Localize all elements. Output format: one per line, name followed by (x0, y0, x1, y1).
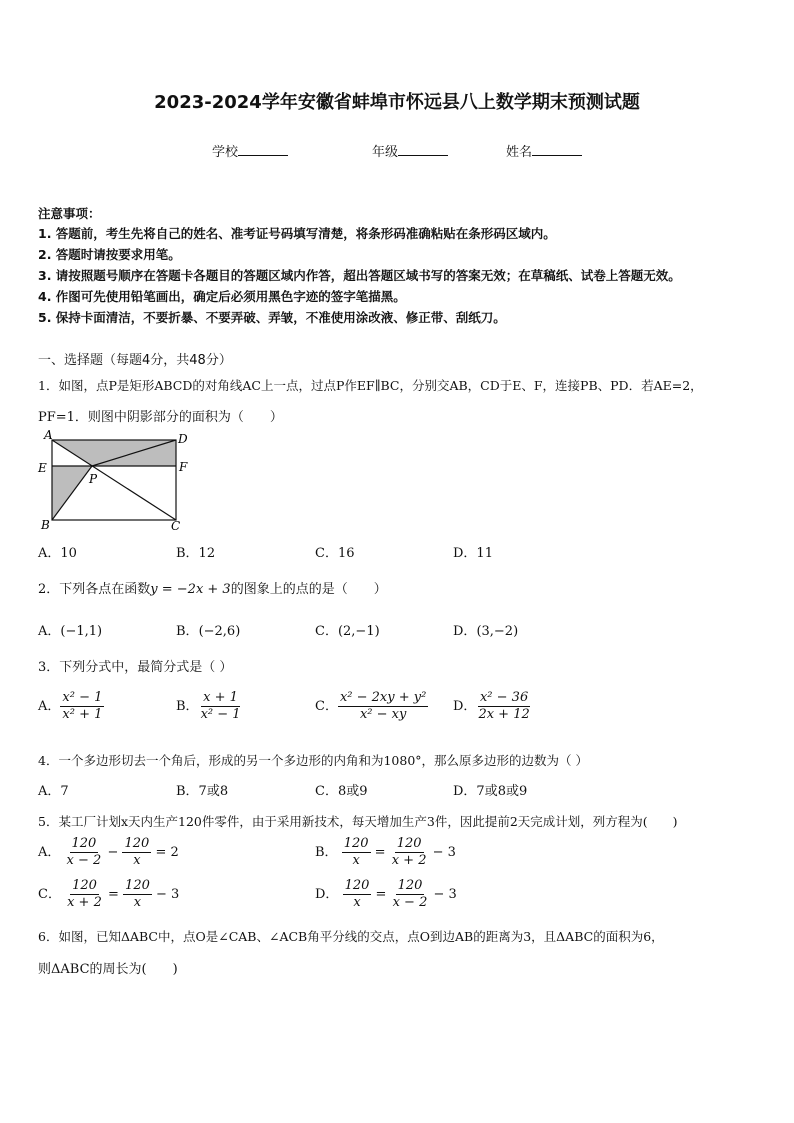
label-e: E (38, 461, 47, 475)
q2-stem-pre: 2．下列各点在函数 (38, 582, 151, 597)
q6-stem-line1: 6．如图，已知ΔABC中，点O是∠CAB、∠ACB角平分线的交点，点O到边AB的距离为3，且ΔABC的面积为6， (38, 929, 664, 944)
q4-option-a[interactable]: A．7 (38, 784, 69, 799)
shaded-triangle-top (52, 440, 176, 466)
q3-stem: 3．下列分式中，最简分式是（ ） (38, 660, 233, 675)
q3-option-d[interactable]: D． $\frac{\text{x² − 36}}{2x + 12}$ (453, 690, 530, 722)
section-heading: 一、选择题（每题4分，共48分） (38, 353, 232, 368)
q1-option-c[interactable]: C．16 (315, 546, 355, 561)
q5-option-b[interactable]: B． $\frac{120}{x}$ = $\frac{120}{x + 2}$ − 3 (315, 836, 456, 868)
q4-option-b[interactable]: B．7或8 (176, 784, 229, 799)
q5-option-a[interactable]: A． $\frac{120}{x - 2}$ − $\frac{120}{x}$ = 2 (38, 836, 179, 868)
q2-stem-post: 的图象上的点的是（ ） (230, 582, 387, 597)
q1-option-b[interactable]: B．12 (176, 546, 216, 561)
q5-option-c[interactable]: C． $\frac{120}{x + 2}$ = $\frac{120}{x}$ − 3 (38, 878, 180, 910)
q1-stem-line1: 1．如图，点P是矩形ABCD的对角线AC上一点，过点P作EF∥BC，分别交AB，CD于E、F，连接PB、PD．若AE=2， (38, 378, 703, 393)
label-a: A (44, 430, 53, 442)
label-f: F (179, 460, 188, 474)
q5-stem: 5．某工厂计划x天内生产120件零件，由于采用新技术，每天增加生产3件，因此提前2天完成计划，列方程为( ) (38, 814, 678, 829)
q2-option-c[interactable]: C．(2,−1) (315, 624, 380, 639)
name-field[interactable] (506, 141, 582, 160)
page-title: 2023-2024学年安徽省蚌埠市怀远县八上数学期末预测试题 (154, 92, 640, 113)
school-label: 学校 (212, 145, 239, 160)
q5-option-d[interactable]: D． $\frac{120}{x}$ = $\frac{120}{x - 2}$ − 3 (315, 878, 457, 910)
q2-stem (38, 578, 387, 597)
grade-field[interactable] (372, 141, 448, 160)
q1-option-a[interactable]: A．10 (38, 546, 77, 561)
notice-heading: 注意事项： (38, 206, 101, 221)
notice-item: 3. 请按照题号顺序在答题卡各题目的答题区域内作答，超出答题区域书写的答案无效；在草稿纸、试卷上答题无效。 (38, 268, 681, 283)
grade-label: 年级 (372, 145, 399, 160)
label-d: D (178, 432, 188, 446)
q1-figure (34, 430, 194, 532)
q2-option-b[interactable]: B．(−2,6) (176, 624, 241, 639)
q6-stem-line2: 则ΔABC的周长为( ) (38, 962, 178, 977)
q3-option-c[interactable]: C． $\frac{\text{x² − 2xy + y²}}{\text{x² − xy}}$ (315, 690, 427, 722)
label-c: C (171, 519, 181, 532)
notice-item: 4. 作图可先使用铅笔画出，确定后必须用黑色字迹的签字笔描黑。 (38, 289, 406, 304)
notice-item: 1. 答题前，考生先将自己的姓名、准考证号码填写清楚，将条形码准确粘贴在条形码区域内。 (38, 226, 556, 241)
q2-option-d[interactable]: D．(3,−2) (453, 624, 519, 639)
q4-option-c[interactable]: C．8或9 (315, 784, 368, 799)
q3-option-a[interactable]: A． $\frac{\text{x² − 1}}{\text{x² + 1}}$ (38, 690, 103, 722)
school-field[interactable] (212, 141, 288, 160)
q2-function: y = −2x + 3 (150, 582, 231, 597)
q4-stem: 4．一个多边形切去一个角后，形成的另一个多边形的内角和为1080°，那么原多边形的边数为（ ） (38, 753, 588, 768)
q3-option-b[interactable]: B． $\frac{x + 1}{\text{x² − 1}}$ (176, 690, 241, 722)
q1-option-d[interactable]: D．11 (453, 546, 493, 561)
notice-item: 2. 答题时请按要求用笔。 (38, 247, 181, 262)
notice-item: 5. 保持卡面清洁，不要折暴、不要弄破、弄皱，不准使用涂改液、修正带、刮纸刀。 (38, 310, 506, 325)
label-b: B (41, 518, 50, 532)
q1-stem-line2: PF=1．则图中阴影部分的面积为（ ） (38, 410, 283, 425)
name-label: 姓名 (506, 145, 533, 160)
q4-option-d[interactable]: D．7或8或9 (453, 784, 528, 799)
label-p: P (89, 472, 98, 486)
q2-option-a[interactable]: A．(−1,1) (38, 624, 103, 639)
